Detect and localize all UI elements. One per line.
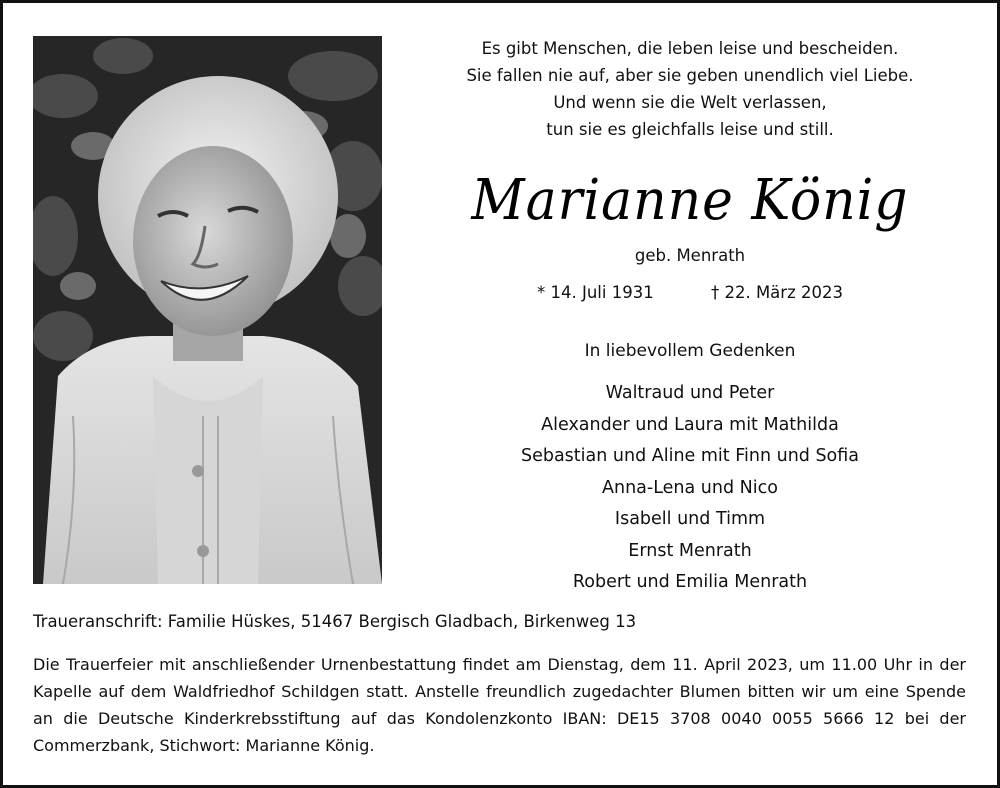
mourner: Waltraud und Peter bbox=[605, 383, 775, 403]
deceased-name: Marianne König bbox=[471, 168, 909, 233]
mourning-address: Traueranschrift: Familie Hüskes, 51467 Bergisch Gladbach, Birkenweg 13 bbox=[33, 612, 637, 631]
mourner: Anna-Lena und Nico bbox=[602, 477, 778, 498]
portrait-photo bbox=[33, 36, 382, 584]
funeral-notice: Die Trauerfeier mit anschließender Urnenbestattung findet am Dienstag, dem 11. April 2023, um 11.00 Uhr in der Kapelle auf dem Waldfriedhof Schildgen statt. Anstelle freundlich zugedachter Blumen bitten wir um eine Spende an die Deutsche Kinderkrebsstiftung auf das Kondolenzkonto IBAN: DE15 3708 0040 0055 5666 12 bei der Commerzbank, Stichwort: Marianne König. bbox=[33, 655, 966, 755]
maiden-name: geb. Menrath bbox=[634, 246, 746, 265]
poem-line: Und wenn sie die Welt verlassen, bbox=[553, 93, 827, 112]
birth-date: * 14. Juli 1931 bbox=[537, 283, 654, 302]
mourner: Robert und Emilia Menrath bbox=[572, 572, 808, 592]
portrait-image bbox=[33, 36, 382, 584]
mourner: Alexander und Laura mit Mathilda bbox=[541, 414, 839, 435]
poem-line: tun sie es gleichfalls leise und still. bbox=[546, 120, 834, 139]
poem-line: Sie fallen nie auf, aber sie geben unendlich viel Liebe. bbox=[466, 66, 914, 85]
poem-line: Es gibt Menschen, die leben leise und bescheiden. bbox=[481, 39, 899, 58]
mourner: Ernst Menrath bbox=[628, 540, 752, 561]
mourner: Sebastian und Aline mit Finn und Sofia bbox=[520, 446, 860, 466]
poem bbox=[400, 35, 980, 143]
death-date: † 22. März 2023 bbox=[710, 283, 843, 302]
life-dates bbox=[400, 283, 980, 302]
mourner: Isabell und Timm bbox=[614, 509, 766, 529]
memory-line: In liebevollem Gedenken bbox=[584, 341, 796, 361]
mourners-list bbox=[400, 378, 980, 599]
